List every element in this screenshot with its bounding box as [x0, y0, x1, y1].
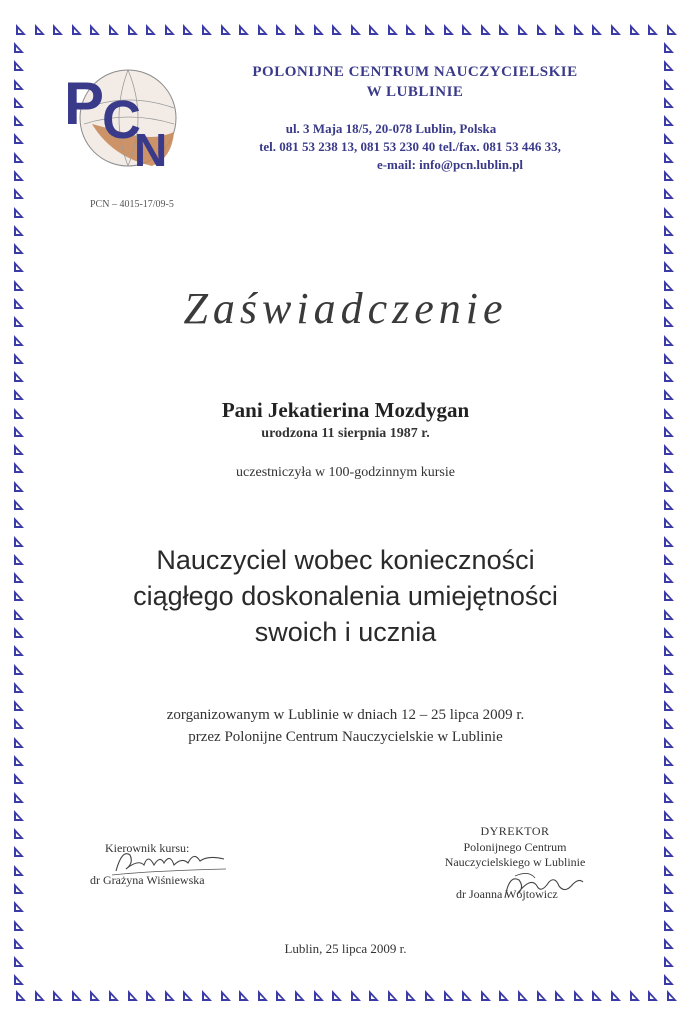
border-triangle — [518, 990, 528, 1001]
border-triangle — [14, 152, 24, 163]
director-name: dr Joanna Wójtowicz — [456, 887, 558, 901]
border-triangle — [664, 481, 674, 492]
border-left — [14, 42, 24, 986]
border-triangle — [444, 990, 454, 1001]
border-triangle — [332, 990, 342, 1001]
border-triangle — [664, 335, 674, 346]
document-title: Zaświadczenie — [183, 284, 508, 333]
border-triangle — [406, 24, 416, 35]
border-triangle — [406, 990, 416, 1001]
border-triangle — [664, 920, 674, 931]
border-triangle — [14, 956, 24, 967]
border-triangle — [664, 444, 674, 455]
border-triangle — [630, 990, 640, 1001]
border-triangle — [664, 901, 674, 912]
border-triangle — [574, 24, 584, 35]
course-title-line2: ciągłego doskonalenia umiejętności — [133, 581, 558, 611]
border-triangle — [664, 499, 674, 510]
border-triangle — [14, 115, 24, 126]
institution-email: e-mail: info@pcn.lublin.pl — [376, 157, 524, 172]
border-triangle — [664, 188, 674, 199]
director-title: DYREKTOR — [480, 824, 550, 838]
border-triangle — [664, 152, 674, 163]
border-triangle — [14, 828, 24, 839]
organized-by: przez Polonijne Centrum Nauczycielskie w Lublinie — [188, 729, 503, 745]
border-triangle — [14, 792, 24, 803]
border-triangle — [664, 97, 674, 108]
border-triangle — [202, 24, 212, 35]
border-triangle — [146, 24, 156, 35]
border-triangle — [183, 24, 193, 35]
border-triangle — [14, 883, 24, 894]
border-triangle — [109, 990, 119, 1001]
course-title-line3: swoich i ucznia — [254, 617, 437, 647]
border-triangle — [664, 517, 674, 528]
border-triangle — [14, 207, 24, 218]
border-triangle — [537, 990, 547, 1001]
border-triangle — [239, 990, 249, 1001]
border-triangle — [14, 901, 24, 912]
border-triangle — [14, 261, 24, 272]
border-triangle — [555, 990, 565, 1001]
border-triangle — [574, 990, 584, 1001]
border-triangle — [332, 24, 342, 35]
border-triangle — [276, 24, 286, 35]
border-triangle — [14, 682, 24, 693]
border-triangle — [14, 97, 24, 108]
border-triangle — [462, 990, 472, 1001]
border-triangle — [295, 990, 305, 1001]
course-leader-label: Kierownik kursu: — [105, 841, 190, 855]
course-leader-name: dr Grażyna Wiśniewska — [90, 873, 205, 887]
border-triangle — [53, 24, 63, 35]
border-triangle — [481, 24, 491, 35]
border-triangle — [90, 990, 100, 1001]
border-triangle — [14, 188, 24, 199]
svg-text:C: C — [102, 90, 141, 150]
director-signature — [495, 868, 585, 904]
border-triangle — [53, 990, 63, 1001]
institution-city: W LUBLINIE — [366, 84, 464, 100]
svg-text:P: P — [64, 70, 105, 137]
institution-address: ul. 3 Maja 18/5, 20-078 Lublin, Polska — [285, 121, 497, 136]
border-triangle — [664, 956, 674, 967]
border-triangle — [128, 24, 138, 35]
border-triangle — [611, 24, 621, 35]
border-triangle — [14, 664, 24, 675]
border-triangle — [499, 24, 509, 35]
border-triangle — [444, 24, 454, 35]
border-triangle — [664, 846, 674, 857]
reference-number: PCN – 4015-17/09-5 — [90, 199, 174, 210]
border-triangle — [667, 24, 677, 35]
border-triangle — [14, 133, 24, 144]
border-triangle — [388, 24, 398, 35]
recipient-birthdate: urodzona 11 sierpnia 1987 r. — [261, 426, 430, 441]
border-triangle — [611, 990, 621, 1001]
border-triangle — [14, 517, 24, 528]
border-triangle — [314, 24, 324, 35]
border-triangle — [648, 24, 658, 35]
border-triangle — [667, 990, 677, 1001]
border-triangle — [664, 792, 674, 803]
border-triangle — [14, 335, 24, 346]
border-triangle — [35, 24, 45, 35]
border-triangle — [664, 773, 674, 784]
border-triangle — [14, 481, 24, 492]
border-triangle — [664, 207, 674, 218]
border-triangle — [664, 353, 674, 364]
border-triangle — [14, 920, 24, 931]
border-triangle — [14, 773, 24, 784]
border-triangle — [258, 24, 268, 35]
border-triangle — [146, 990, 156, 1001]
border-triangle — [664, 810, 674, 821]
border-triangle — [592, 24, 602, 35]
border-triangle — [664, 225, 674, 236]
border-triangle — [16, 24, 26, 35]
border-triangle — [14, 846, 24, 857]
border-triangle — [664, 170, 674, 181]
border-top — [16, 24, 677, 35]
border-triangle — [499, 990, 509, 1001]
border-triangle — [664, 243, 674, 254]
border-triangle — [664, 974, 674, 985]
border-triangle — [72, 990, 82, 1001]
border-triangle — [630, 24, 640, 35]
border-triangle — [369, 24, 379, 35]
border-triangle — [14, 353, 24, 364]
border-triangle — [664, 828, 674, 839]
border-triangle — [592, 990, 602, 1001]
border-triangle — [14, 42, 24, 53]
border-triangle — [648, 990, 658, 1001]
border-triangle — [369, 990, 379, 1001]
border-triangle — [35, 990, 45, 1001]
border-right — [664, 42, 674, 986]
border-triangle — [14, 974, 24, 985]
border-triangle — [295, 24, 305, 35]
border-triangle — [14, 243, 24, 254]
border-triangle — [221, 990, 231, 1001]
organized-dates: zorganizowanym w Lublinie w dniach 12 – 25 lipca 2009 r. — [166, 707, 525, 723]
border-triangle — [183, 990, 193, 1001]
pcn-logo — [62, 62, 182, 174]
border-triangle — [14, 444, 24, 455]
border-triangle — [664, 60, 674, 71]
border-triangle — [90, 24, 100, 35]
border-triangle — [664, 682, 674, 693]
border-triangle — [351, 24, 361, 35]
border-triangle — [14, 499, 24, 510]
border-triangle — [664, 79, 674, 90]
border-triangle — [664, 865, 674, 876]
border-triangle — [14, 865, 24, 876]
border-triangle — [537, 24, 547, 35]
border-triangle — [314, 990, 324, 1001]
border-triangle — [664, 261, 674, 272]
border-triangle — [518, 24, 528, 35]
border-triangle — [16, 990, 26, 1001]
border-triangle — [555, 24, 565, 35]
border-triangle — [664, 133, 674, 144]
border-triangle — [165, 24, 175, 35]
border-triangle — [14, 755, 24, 766]
border-triangle — [664, 371, 674, 382]
border-triangle — [481, 990, 491, 1001]
border-triangle — [14, 810, 24, 821]
border-triangle — [239, 24, 249, 35]
institution-phone: tel. 081 53 238 13, 081 53 230 40 tel./fax. 081 53 446 33, — [259, 139, 561, 154]
course-title-line1: Nauczyciel wobec konieczności — [156, 545, 535, 575]
director-org-line2: Nauczycielskiego w Lublinie — [444, 855, 586, 869]
border-triangle — [14, 79, 24, 90]
border-triangle — [276, 990, 286, 1001]
border-triangle — [351, 990, 361, 1001]
svg-text:N: N — [134, 124, 168, 174]
border-triangle — [202, 990, 212, 1001]
border-triangle — [664, 115, 674, 126]
place-and-date: Lublin, 25 lipca 2009 r. — [284, 941, 407, 956]
border-triangle — [664, 664, 674, 675]
border-triangle — [14, 371, 24, 382]
border-triangle — [664, 42, 674, 53]
border-triangle — [425, 990, 435, 1001]
border-triangle — [221, 24, 231, 35]
participation-text: uczestniczyła w 100-godzinnym kursie — [236, 465, 455, 480]
border-triangle — [165, 990, 175, 1001]
director-org-line1: Polonijnego Centrum — [463, 840, 567, 854]
institution-name: POLONIJNE CENTRUM NAUCZYCIELSKIE — [252, 64, 578, 80]
recipient-name: Pani Jekatierina Mozdygan — [221, 398, 470, 422]
border-triangle — [14, 170, 24, 181]
border-triangle — [388, 990, 398, 1001]
border-triangle — [109, 24, 119, 35]
border-triangle — [14, 225, 24, 236]
border-triangle — [462, 24, 472, 35]
border-triangle — [14, 60, 24, 71]
border-triangle — [128, 990, 138, 1001]
border-triangle — [258, 990, 268, 1001]
border-triangle — [425, 24, 435, 35]
border-triangle — [72, 24, 82, 35]
border-triangle — [664, 883, 674, 894]
border-bottom — [16, 990, 677, 1001]
border-triangle — [664, 755, 674, 766]
